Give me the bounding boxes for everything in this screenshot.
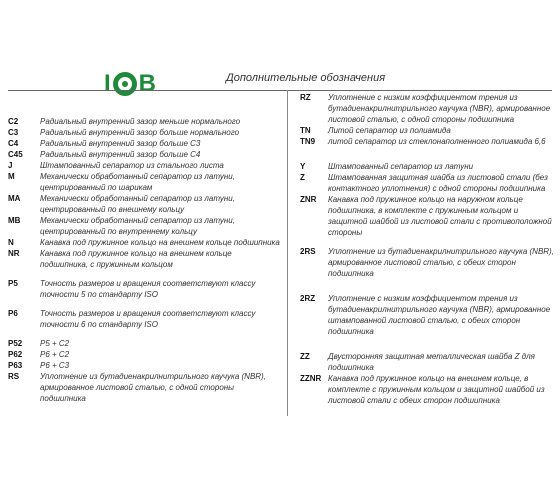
designation-row [8, 278, 280, 300]
designation-description: Механически обработанный сепаратор из латуни, центрированный по шарикам [40, 172, 235, 192]
designation-row [300, 194, 554, 238]
designation-description: Канавка под пружинное кольцо на внешнем кольце подшипника [40, 238, 280, 247]
designation-code: M [8, 172, 15, 181]
designation-code: MB [8, 216, 21, 225]
designation-code: NR [8, 249, 20, 258]
designation-row [8, 349, 280, 360]
logo-letter-i: I [104, 70, 111, 97]
designation-code: ZZ [300, 352, 310, 361]
designation-code: J [8, 161, 13, 170]
designation-row [8, 215, 280, 237]
designation-row [8, 127, 280, 138]
designation-code: P52 [8, 339, 23, 348]
designation-description: Канавка под пружинное кольцо на наружном кольце подшипника, в комплекте с пружинным кольцом и защитной шайбой из листовой стали с противоположной стороны [328, 195, 552, 237]
designation-row [8, 237, 280, 248]
designation-code: TN [300, 126, 311, 135]
designation-row [8, 308, 280, 330]
header-rule [8, 90, 552, 91]
designation-code: C2 [8, 117, 19, 126]
designation-row [8, 360, 280, 371]
designation-row [300, 373, 554, 406]
designation-code: MA [8, 194, 21, 203]
designation-description: Механически обработанный сепаратор из латуни, центрированный по внутреннему кольцу [40, 216, 235, 236]
designation-row [8, 193, 280, 215]
designation-code: RS [8, 372, 20, 381]
designation-description: Точность размеров и вращения соответствуют классу точности 5 по стандарту ISO [40, 279, 256, 299]
designation-row [300, 172, 554, 194]
designation-description: Литой сепаратор из полиамида [328, 126, 451, 135]
designation-description: Радиальный внутренний зазор больше C3 [40, 139, 201, 148]
designation-code: C4 [8, 139, 19, 148]
designation-row [8, 116, 280, 127]
designation-description: Уплотнение из бутадиенакрилнитрильного каучука (NBR), армированное листовой сталью, с одной стороны подшипника [40, 372, 266, 403]
designation-row [8, 138, 280, 149]
designation-code: ZNR [300, 195, 317, 204]
designation-row [8, 149, 280, 160]
left-designation-list [8, 116, 280, 404]
designation-description: P6 + C3 [40, 361, 70, 370]
designation-row [300, 293, 554, 337]
designation-code: C3 [8, 128, 19, 137]
logo-letters-b: B [138, 70, 157, 97]
logo-seal-icon [113, 72, 137, 96]
designation-code: P6 [8, 309, 18, 318]
designation-code: RZ [300, 93, 311, 102]
designation-code: P63 [8, 361, 23, 370]
designation-description: Канавка под пружинное кольцо на внешнем кольце, в комплекте с пружинным кольцом и защитной шайбой из листовой стали с обеих сторон подшипника [328, 374, 545, 405]
designation-code: C45 [8, 150, 23, 159]
designation-description: Уплотнение с низким коэффициентом трения из бутадиенакрилнитрильного каучука (NBR), армированное листовой сталью, с одной стороны подшипника [328, 93, 551, 124]
designation-row [8, 371, 280, 404]
designation-code: ZZNR [300, 374, 322, 383]
designation-row [8, 248, 280, 270]
designation-row [8, 171, 280, 193]
designation-description: Штампованная защитная шайба из листовой стали (без контактного уплотнения) с одной стороны подшипника [328, 173, 548, 193]
designation-code: Z [300, 173, 305, 182]
designation-code: Y [300, 162, 306, 171]
designation-row [300, 136, 554, 147]
designation-description: Канавка под пружинное кольцо на внешнем кольце подшипника, с пружинным кольцом [40, 249, 232, 269]
designation-description: Радиальный внутренний зазор меньше нормального [40, 117, 241, 126]
designation-code: 2RZ [300, 294, 316, 303]
designation-code: P5 [8, 279, 18, 288]
designation-row [300, 351, 554, 373]
designation-description: Уплотнение с низким коэффициентом трения из бутадиенакрилнитрильного каучука (NBR), армированное штампованной листовой сталью, с обеих сторон подшипника [328, 294, 551, 336]
designation-description: Двусторонняя защитная металлическая шайба Z для подшипника [328, 352, 535, 372]
designation-row [8, 338, 280, 349]
designation-description: Радиальный внутренний зазор больше нормального [40, 128, 240, 137]
right-designation-list [300, 92, 554, 406]
designation-row [300, 125, 554, 136]
designation-description: литой сепаратор из стеклонаполненного полиамида 6,6 [328, 137, 546, 146]
designation-code: TN9 [300, 137, 316, 146]
designation-code: P62 [8, 350, 23, 359]
designation-row [8, 160, 280, 171]
designation-description: Уплотнение из бутадиенакрилнитрильного каучука (NBR), армированное листовой сталью, с обеих сторон подшипника [328, 247, 554, 278]
designation-description: Радиальный внутренний зазор больше C4 [40, 150, 201, 159]
designation-code: N [8, 238, 14, 247]
designation-row [300, 246, 554, 279]
designation-description: Штампованный сепаратор из латуни [328, 162, 474, 171]
designation-description: Механически обработанный сепаратор из латуни, центрированный по внешнему кольцу [40, 194, 235, 214]
designation-description: Штампованный сепаратор из стального листа [40, 161, 224, 170]
page-title: Дополнительные обозначения [226, 72, 386, 84]
designation-row [300, 161, 554, 172]
designation-description: P5 + C2 [40, 339, 70, 348]
isb-logo [104, 70, 156, 98]
column-divider [287, 90, 288, 416]
designation-description: P6 + C2 [40, 350, 70, 359]
designation-code: 2RS [300, 247, 316, 256]
designation-description: Точность размеров и вращения соответствуют классу точности 6 по стандарту ISO [40, 309, 256, 329]
designation-row [300, 92, 554, 125]
